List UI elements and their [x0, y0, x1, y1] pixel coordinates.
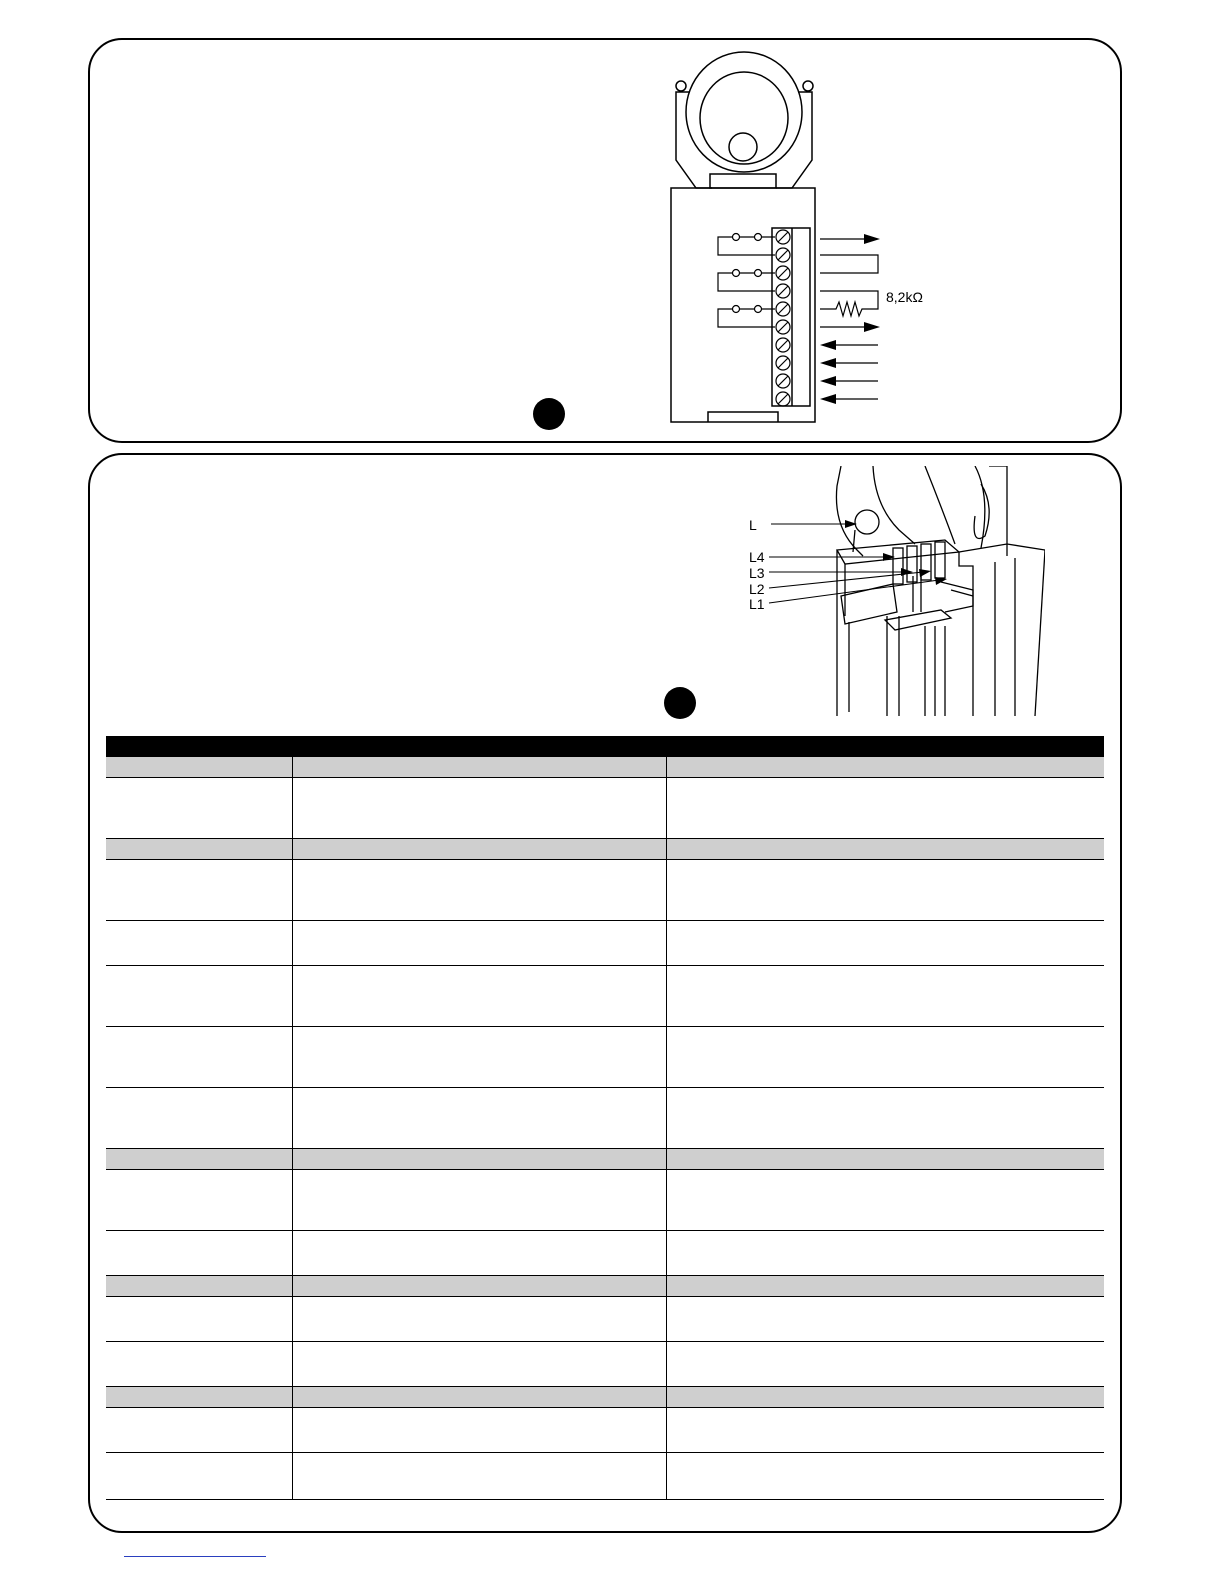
- table-row: [106, 921, 1104, 966]
- table-section-row: [106, 839, 1104, 860]
- table-row: [106, 778, 1104, 839]
- table-cell: [666, 1408, 1104, 1453]
- table-cell: [106, 1453, 292, 1500]
- table-cell: [292, 839, 666, 860]
- lens-led: [729, 133, 757, 161]
- table-section-row: [106, 1387, 1104, 1408]
- table-cell: [106, 1231, 292, 1276]
- led-status-table: [106, 736, 1104, 1500]
- dip-switch-2: [907, 546, 917, 582]
- table-cell: [666, 757, 1104, 778]
- table-cell: [292, 921, 666, 966]
- table-cell: [106, 757, 292, 778]
- table-row: [106, 1170, 1104, 1231]
- table-row: [106, 1342, 1104, 1387]
- table-cell: [666, 1027, 1104, 1088]
- table-cell: [106, 860, 292, 921]
- photocell-leds-diagram: [745, 466, 1045, 716]
- table-cell: [292, 1231, 666, 1276]
- table-section-row: [106, 757, 1104, 778]
- table-cell: [106, 921, 292, 966]
- table-cell: [666, 1453, 1104, 1500]
- table-cell: [292, 1453, 666, 1500]
- table-cell: [666, 1342, 1104, 1387]
- table-row: [106, 1408, 1104, 1453]
- terminal-screws: [776, 230, 790, 406]
- table-cell: [666, 1387, 1104, 1408]
- table-cell: [666, 1149, 1104, 1170]
- table-cell: [666, 966, 1104, 1027]
- table-cell: [106, 1387, 292, 1408]
- table-cell: [666, 778, 1104, 839]
- table-cell: [292, 1342, 666, 1387]
- table-row: [106, 1231, 1104, 1276]
- table-cell: [106, 839, 292, 860]
- dip-switch-4: [935, 542, 945, 578]
- led-label-l: L: [749, 517, 757, 533]
- photocell-wiring-diagram: [660, 40, 940, 440]
- bracket-knob-right: [803, 81, 813, 91]
- table-cell: [666, 921, 1104, 966]
- table-row: [106, 1027, 1104, 1088]
- table-cell: [106, 1149, 292, 1170]
- table-cell: [292, 1297, 666, 1342]
- table-cell: [292, 1088, 666, 1149]
- table-cell: [106, 1276, 292, 1297]
- table-cell: [106, 966, 292, 1027]
- led-label-l2: L2: [749, 581, 765, 597]
- table-cell: [106, 1297, 292, 1342]
- table-cell: [292, 860, 666, 921]
- table-cell: [666, 860, 1104, 921]
- table-cell: [106, 1088, 292, 1149]
- table-row: [106, 1297, 1104, 1342]
- table-section-row: [106, 1149, 1104, 1170]
- table-cell: [292, 1387, 666, 1408]
- table-cell: [106, 1342, 292, 1387]
- table-cell: [292, 1408, 666, 1453]
- table-cell: [292, 1276, 666, 1297]
- lens-housing: [836, 466, 863, 556]
- table-row: [106, 966, 1104, 1027]
- lens-head-inner: [700, 72, 788, 164]
- table-cell: [292, 1027, 666, 1088]
- led-label-l1: L1: [749, 596, 765, 612]
- table-cell: [292, 757, 666, 778]
- output-wiring: [820, 239, 878, 399]
- table-cell: [666, 1276, 1104, 1297]
- table-cell: [292, 778, 666, 839]
- table-cell: [292, 1149, 666, 1170]
- table-cell: [106, 1027, 292, 1088]
- table-cell: [666, 1297, 1104, 1342]
- terminal-block: [772, 228, 810, 406]
- table-cell: [666, 1231, 1104, 1276]
- table-cell: [666, 839, 1104, 860]
- figure-number-badge-top: [533, 398, 565, 430]
- table-cell: [106, 778, 292, 839]
- footer-link-underline[interactable]: [124, 1556, 266, 1557]
- table-header-row: [106, 736, 1104, 757]
- led-status-table-body: [106, 736, 1104, 1500]
- led-label-l3: L3: [749, 565, 765, 581]
- photocell-body: [671, 188, 815, 422]
- figure-number-badge-bottom: [664, 687, 696, 719]
- lens-head-outer: [686, 52, 802, 172]
- table-cell: [106, 1408, 292, 1453]
- table-cell: [106, 1170, 292, 1231]
- resistor-label: 8,2kΩ: [886, 289, 923, 305]
- table-header-cell: [106, 736, 1104, 757]
- table-cell: [666, 1088, 1104, 1149]
- figure-panel-top: [88, 38, 1122, 443]
- arrowheads: [820, 234, 880, 404]
- table-cell: [292, 1170, 666, 1231]
- dip-jumpers: [718, 234, 775, 328]
- table-cell: [292, 966, 666, 1027]
- led-l: [855, 510, 879, 534]
- table-row: [106, 860, 1104, 921]
- table-cell: [666, 1170, 1104, 1231]
- dip-switch-1: [893, 548, 903, 584]
- bracket-knob-left: [676, 81, 686, 91]
- table-row: [106, 1088, 1104, 1149]
- table-row: [106, 1453, 1104, 1500]
- led-label-l4: L4: [749, 549, 765, 565]
- table-section-row: [106, 1276, 1104, 1297]
